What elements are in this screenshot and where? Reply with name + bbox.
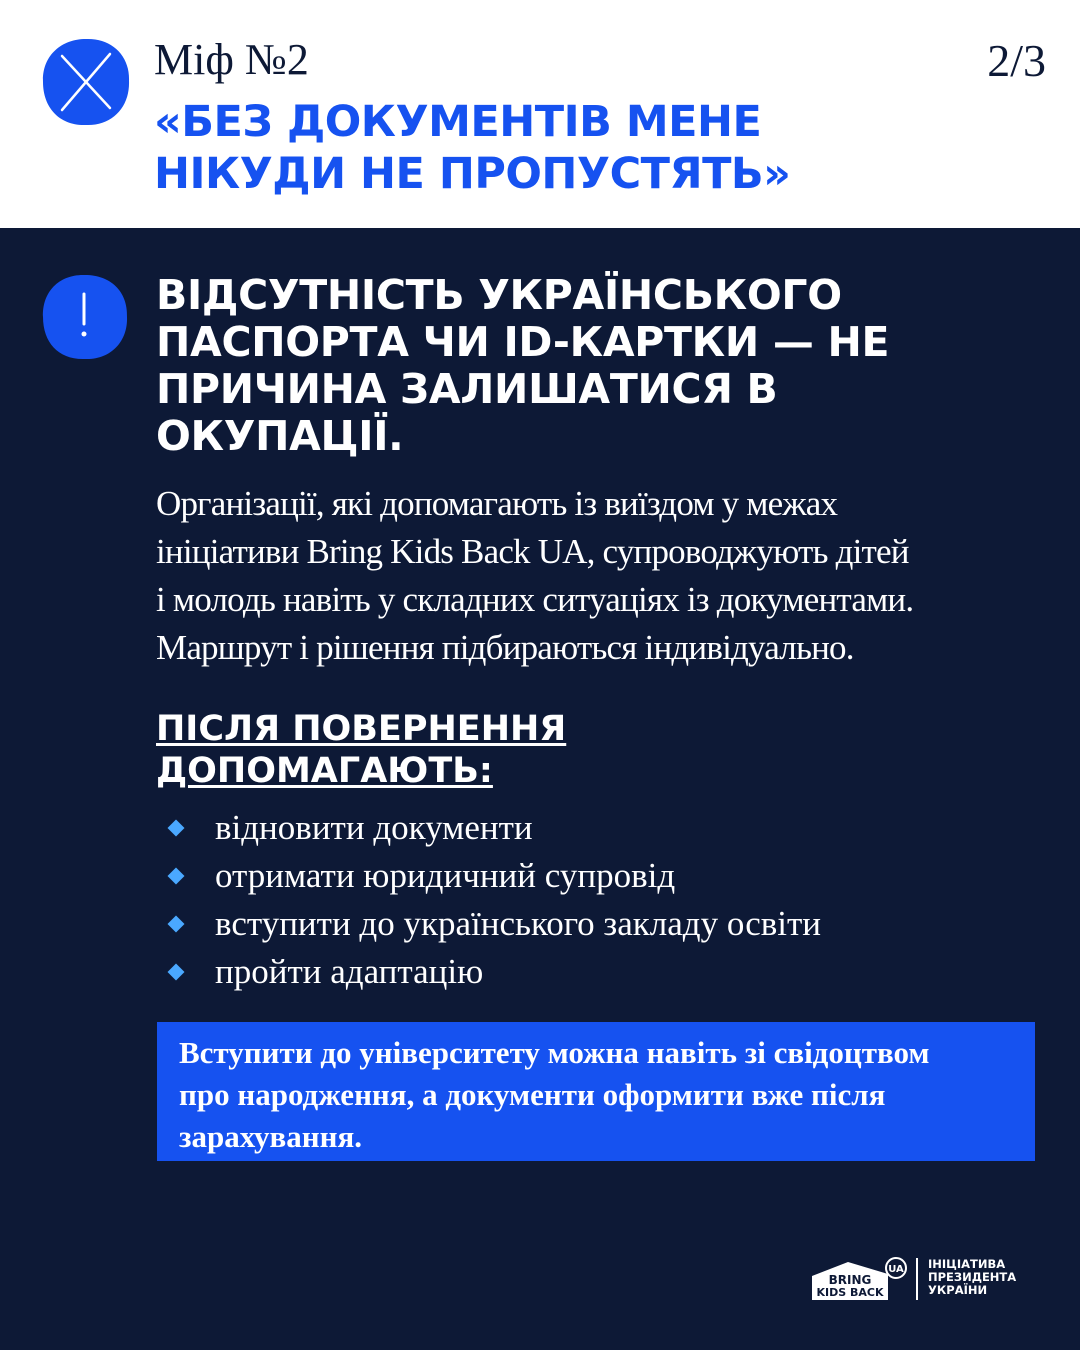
logo-ua-text: UA	[888, 1264, 904, 1275]
note-box	[157, 1022, 1035, 1161]
note-line: зарахування.	[179, 1119, 363, 1154]
list-item	[166, 804, 821, 852]
list-item-text: відновити документи	[215, 808, 533, 847]
after-return-heading	[156, 708, 956, 792]
myth-title-line: НІКУДИ НЕ ПРОПУСТЯТЬ»	[154, 149, 791, 199]
logo-kids-back-text: KIDS BACK	[816, 1286, 884, 1299]
after-return-heading-line: ДОПОМАГАЮТЬ:	[156, 751, 493, 791]
list-item	[166, 900, 821, 948]
note-text	[179, 1032, 1015, 1158]
logo-caption	[928, 1258, 1016, 1297]
list-item	[166, 948, 821, 996]
x-mark-icon	[40, 36, 132, 128]
logo-caption-line: ПРЕЗИДЕНТА	[928, 1270, 1017, 1284]
diamond-bullet-icon	[168, 916, 185, 933]
list-item-text: вступити до українського закладу освіти	[215, 904, 822, 943]
help-list	[166, 804, 821, 996]
logo-divider	[916, 1258, 918, 1300]
exclamation-icon	[40, 272, 130, 362]
diamond-bullet-icon	[168, 868, 185, 885]
logo-caption-line: УКРАЇНИ	[928, 1283, 988, 1297]
after-return-heading-line: ПІСЛЯ ПОВЕРНЕННЯ	[156, 709, 567, 749]
fact-body-line: Організації, які допомагають із виїздом у межах	[156, 484, 838, 523]
fact-body-line: і молодь навіть у складних ситуаціях із документами.	[156, 580, 914, 619]
fact-title-line: ПРИЧИНА ЗАЛИШАТИСЯ В	[156, 365, 778, 413]
myth-title-line: «БЕЗ ДОКУМЕНТІВ МЕНЕ	[154, 97, 762, 147]
logo-caption-line: ІНІЦІАТИВА	[928, 1257, 1006, 1271]
header-panel	[0, 0, 1080, 228]
fact-title-line: ПАСПОРТА ЧИ ID-КАРТКИ — НЕ	[156, 318, 890, 366]
list-item-text: пройти адаптацію	[215, 952, 484, 991]
fact-title-line: ОКУПАЦІЇ.	[156, 412, 404, 460]
fact-body	[156, 480, 1056, 672]
diamond-bullet-icon	[168, 964, 185, 981]
fact-body-line: ініціативи Bring Kids Back UA, супроводжують дітей	[156, 532, 909, 571]
myth-label: Міф №2	[154, 35, 309, 84]
note-line: про народження, а документи оформити вже після	[179, 1077, 886, 1112]
bring-kids-back-logo	[808, 1254, 912, 1304]
list-item	[166, 852, 821, 900]
diamond-bullet-icon	[168, 820, 185, 837]
list-item-text: отримати юридичний супровід	[215, 856, 676, 895]
myth-title	[154, 96, 1034, 200]
note-line: Вступити до університету можна навіть зі свідоцтвом	[179, 1035, 930, 1070]
logo-bring-text: BRING	[828, 1273, 872, 1287]
fact-title	[156, 272, 1046, 460]
page-counter: 2/3	[987, 35, 1046, 86]
fact-title-line: ВІДСУТНІСТЬ УКРАЇНСЬКОГО	[156, 271, 842, 319]
fact-body-line: Маршрут і рішення підбираються індивідуально.	[156, 628, 854, 667]
